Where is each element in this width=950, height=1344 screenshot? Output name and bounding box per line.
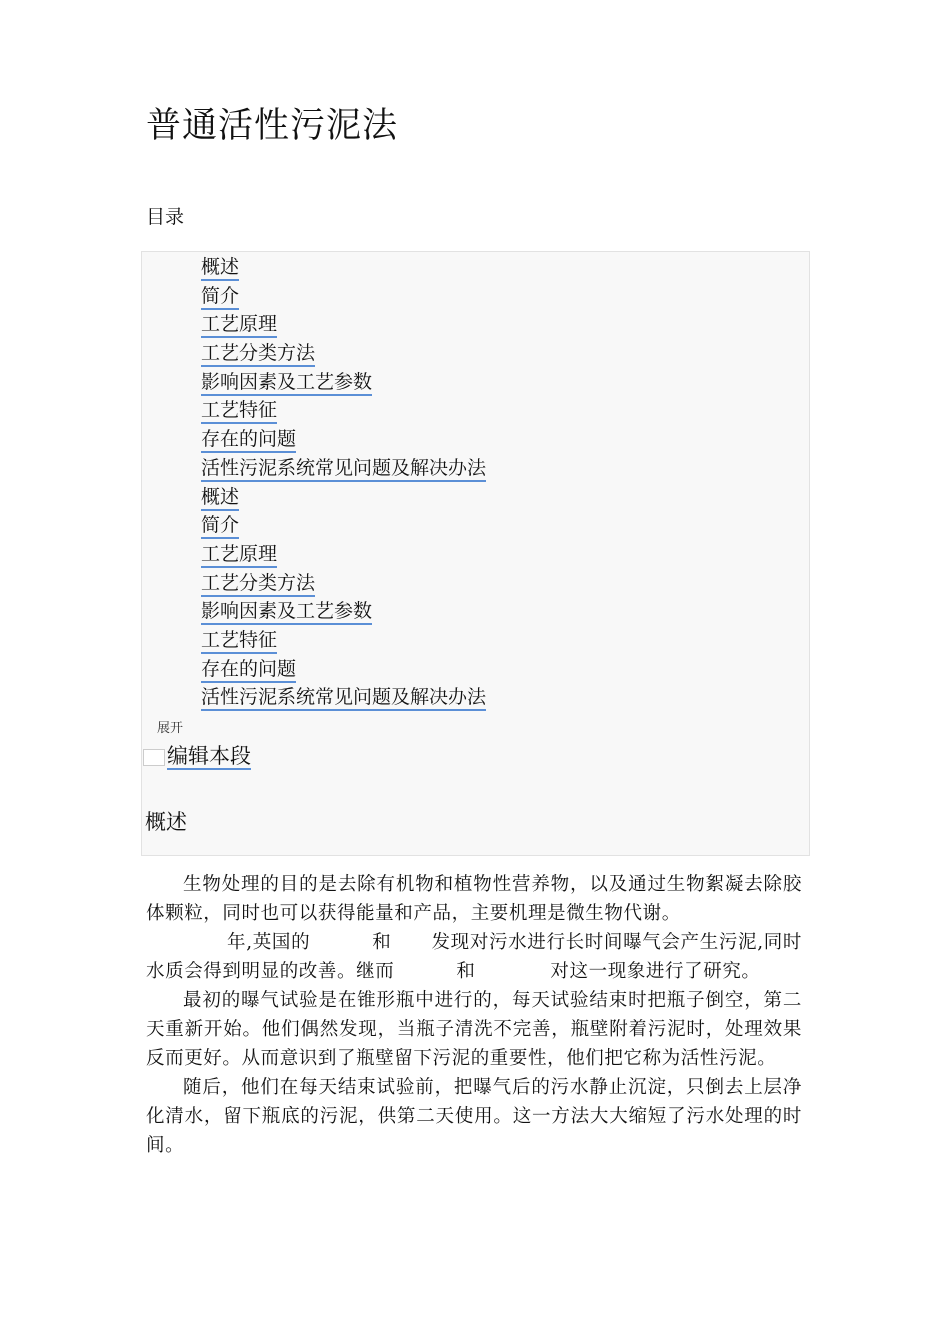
toc-link[interactable]: 影响因素及工艺参数 [201,600,372,625]
paragraph-4: 随后，他们在每天结束试验前，把曝气后的污水静止沉淀，只倒去上层净化清水，留下瓶底的污泥，供第二天使用。这一方法大大缩短了污水处理的时间。 [146,1077,802,1156]
toc-link[interactable]: 简介 [201,514,239,539]
toc-link[interactable]: 活性污泥系统常见问题及解决办法 [201,686,486,711]
toc-link[interactable]: 工艺分类方法 [201,342,315,367]
paragraph-2-part-1: 年,英国的 [227,932,311,953]
paragraph-2-part-2: 和 [372,932,392,953]
edit-section-link[interactable]: 编辑本段 [167,744,251,768]
toc-list [201,254,486,713]
toc-link[interactable]: 存在的问题 [201,658,296,683]
edit-section-row [143,744,251,770]
toc-item [201,455,486,484]
toc-item [201,541,486,570]
toc-item [201,254,486,283]
toc-item [201,311,486,340]
paragraph-1: 生物处理的目的是去除有机物和植物性营养物，以及通过生物絮凝去除胶体颗粒，同时也可以获得能量和产品，主要机理是微生物代谢。 [146,874,802,924]
section-heading: 概述 [145,810,187,834]
toc-item [201,512,486,541]
toc-link[interactable]: 活性污泥系统常见问题及解决办法 [201,457,486,482]
paragraph-2-part-5: 对这一现象进行了研究。 [550,961,761,982]
toc-link[interactable]: 工艺分类方法 [201,572,315,597]
toc-item [201,627,486,656]
toc-link[interactable]: 概述 [201,486,239,511]
toc-item [201,397,486,426]
paragraph-2-part-4: 和 [456,961,476,982]
expand-toggle[interactable]: 展开 [157,721,184,736]
toc-link[interactable]: 概述 [201,256,239,281]
article-body [146,870,802,1160]
toc-item [201,283,486,312]
toc-link[interactable]: 工艺特征 [201,629,277,654]
toc-link[interactable]: 工艺特征 [201,399,277,424]
toc-item [201,598,486,627]
toc-item [201,570,486,599]
toc-link[interactable]: 影响因素及工艺参数 [201,371,372,396]
toc-item [201,369,486,398]
paragraph-2-part-3: 发现对污水进行长时间曝气会产生污泥,同时水质会得到明显的改善。继而 [146,932,802,982]
toc-link[interactable]: 工艺原理 [201,313,277,338]
edit-icon[interactable] [143,749,165,766]
page-title: 普通活性污泥法 [146,106,399,146]
paragraph-2 [146,928,802,986]
toc-link[interactable]: 工艺原理 [201,543,277,568]
toc-link[interactable]: 存在的问题 [201,428,296,453]
toc-item [201,656,486,685]
toc-item [201,340,486,369]
toc-link[interactable]: 简介 [201,285,239,310]
toc-item [201,684,486,713]
toc-item [201,426,486,455]
toc-panel [141,251,810,856]
toc-item [201,484,486,513]
paragraph-3: 最初的曝气试验是在锥形瓶中进行的，每天试验结束时把瓶子倒空，第二天重新开始。他们偶然发现，当瓶子清洗不完善，瓶壁附着污泥时，处理效果反而更好。从而意识到了瓶壁留下污泥的重要性，他们把它称为活性污泥。 [146,990,802,1069]
toc-heading: 目录 [146,206,185,228]
